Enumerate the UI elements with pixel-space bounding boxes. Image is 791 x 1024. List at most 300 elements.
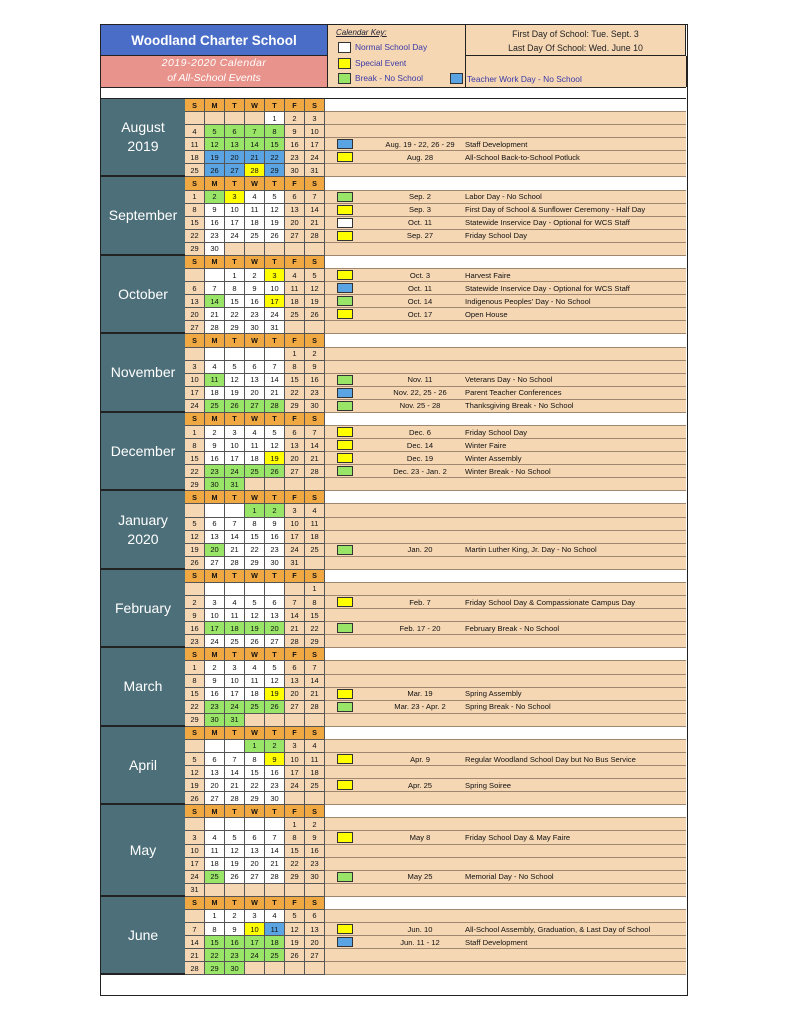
- day-cell: 6: [285, 191, 305, 204]
- calendar-subtitle: [101, 56, 328, 87]
- event-row: [325, 374, 686, 387]
- day-cell: 25: [205, 871, 225, 884]
- day-cell: 5: [185, 518, 205, 531]
- day-cell: 1: [285, 818, 305, 831]
- event-type-swatch: [337, 453, 353, 463]
- week-row: [185, 779, 325, 792]
- week-row: [185, 230, 325, 243]
- day-cell: 14: [305, 675, 325, 688]
- calendar-subtitle-line: of All-School Events: [167, 72, 261, 84]
- weekday-header: T: [225, 570, 245, 583]
- weekday-header: F: [285, 727, 305, 740]
- day-cell: 10: [305, 125, 325, 138]
- event-type-swatch: [337, 832, 353, 842]
- day-cell: 12: [225, 374, 245, 387]
- weekday-header: S: [185, 805, 205, 818]
- key-title: Calendar Key:: [336, 28, 387, 37]
- day-cell: 17: [305, 138, 325, 151]
- weekday-header: F: [285, 177, 305, 190]
- weekday-header: S: [185, 256, 205, 269]
- day-cell: 5: [265, 661, 285, 674]
- weekday-header: S: [305, 897, 325, 910]
- day-cell: 5: [265, 426, 285, 439]
- day-cell: 25: [305, 779, 325, 792]
- event-type-swatch: [337, 283, 353, 293]
- week-row: [185, 753, 325, 766]
- event-row: [325, 818, 686, 831]
- month-block: [101, 570, 686, 648]
- day-cell: 14: [285, 609, 305, 622]
- day-cell: 18: [305, 531, 325, 544]
- event-row: [325, 138, 686, 151]
- day-cell: 2: [265, 740, 285, 753]
- event-header-row: [325, 727, 686, 740]
- week-row: [185, 701, 325, 714]
- week-row: [185, 871, 325, 884]
- day-cell: 4: [305, 504, 325, 517]
- week-row: [185, 138, 325, 151]
- event-date: Mar. 23 - Apr. 2: [394, 702, 446, 712]
- day-cell: [185, 269, 205, 282]
- event-date: Apr. 25: [407, 780, 433, 790]
- weekday-header: S: [185, 491, 205, 504]
- key-special-swatch: [338, 58, 351, 69]
- school-dates: [466, 25, 686, 56]
- day-cell: 3: [205, 596, 225, 609]
- week-row: [185, 164, 325, 177]
- week-row: [185, 544, 325, 557]
- day-cell: 17: [225, 688, 245, 701]
- day-cell: [245, 714, 265, 727]
- month-events: [325, 727, 686, 805]
- day-cell: 16: [205, 452, 225, 465]
- day-cell: 31: [305, 164, 325, 177]
- event-row: [325, 766, 686, 779]
- day-cell: 14: [185, 936, 205, 949]
- weekday-header: S: [185, 648, 205, 661]
- day-cell: 19: [265, 217, 285, 230]
- day-cell: 23: [285, 151, 305, 164]
- day-cell: 29: [265, 164, 285, 177]
- day-cell: 15: [185, 217, 205, 230]
- day-cell: 6: [205, 753, 225, 766]
- day-cell: 28: [245, 164, 265, 177]
- weekday-header: W: [245, 99, 265, 112]
- day-cell: 30: [265, 792, 285, 805]
- day-cell: 17: [225, 217, 245, 230]
- day-cell: [305, 557, 325, 570]
- weekday-header: T: [225, 334, 245, 347]
- week-row: [185, 936, 325, 949]
- day-cell: 24: [225, 230, 245, 243]
- day-cell: 1: [185, 191, 205, 204]
- day-cell: 28: [305, 701, 325, 714]
- day-cell: 13: [285, 439, 305, 452]
- week-row: [185, 675, 325, 688]
- weekday-header: T: [265, 334, 285, 347]
- week-row: [185, 217, 325, 230]
- weekday-header: W: [245, 334, 265, 347]
- event-row: [325, 321, 686, 334]
- event-date: Aug. 19 - 22, 26 - 29: [385, 139, 455, 149]
- day-cell: [205, 348, 225, 361]
- day-cell: 13: [245, 845, 265, 858]
- event-date: Dec. 6: [409, 427, 431, 437]
- event-type-swatch: [337, 296, 353, 306]
- day-cell: 24: [205, 635, 225, 648]
- day-cell: 3: [225, 426, 245, 439]
- event-date: Mar. 19: [407, 689, 433, 699]
- event-row: [325, 151, 686, 164]
- day-cell: 29: [185, 478, 205, 491]
- day-cell: 20: [285, 217, 305, 230]
- weekday-header: T: [265, 177, 285, 190]
- day-cell: [225, 504, 245, 517]
- day-cell: 9: [305, 361, 325, 374]
- day-cell: 17: [285, 531, 305, 544]
- month-events: [325, 177, 686, 255]
- event-description: Martin Luther King, Jr. Day - No School: [465, 545, 597, 555]
- day-cell: 2: [245, 269, 265, 282]
- day-cell: 20: [245, 387, 265, 400]
- week-row: [185, 400, 325, 413]
- month-block: [101, 413, 686, 491]
- day-cell: [305, 792, 325, 805]
- day-cell: 13: [225, 138, 245, 151]
- day-cell: 5: [225, 361, 245, 374]
- day-cell: 7: [305, 661, 325, 674]
- event-description: Labor Day - No School: [465, 192, 542, 202]
- day-cell: 4: [265, 910, 285, 923]
- week-row: [185, 609, 325, 622]
- event-row: [325, 465, 686, 478]
- day-cell: 2: [185, 596, 205, 609]
- day-cell: [185, 583, 205, 596]
- event-date: Apr. 9: [410, 754, 430, 764]
- event-date: Jun. 10: [407, 924, 433, 934]
- weekday-header: F: [285, 334, 305, 347]
- event-row: [325, 831, 686, 844]
- event-date: Jun. 11 - 12: [400, 937, 440, 947]
- key-break-swatch: [338, 73, 351, 84]
- day-cell: 15: [285, 374, 305, 387]
- day-cell: 26: [225, 400, 245, 413]
- event-date: Feb. 7: [409, 597, 431, 607]
- key-special-label: Special Event: [355, 58, 407, 68]
- event-description: Parent Teacher Conferences: [465, 388, 562, 398]
- key-special: [338, 57, 406, 69]
- day-cell: 11: [185, 138, 205, 151]
- event-row: [325, 230, 686, 243]
- day-cell: 25: [265, 949, 285, 962]
- event-type-swatch: [337, 872, 353, 882]
- day-cell: [245, 962, 265, 975]
- day-cell: [225, 740, 245, 753]
- day-cell: 19: [245, 622, 265, 635]
- day-cell: 30: [205, 714, 225, 727]
- key-break-label: Break - No School: [355, 73, 423, 83]
- day-cell: [245, 884, 265, 897]
- event-row: [325, 583, 686, 596]
- day-cell: 20: [285, 452, 305, 465]
- day-cell: 2: [205, 661, 225, 674]
- event-type-swatch: [337, 780, 353, 790]
- event-row: [325, 531, 686, 544]
- event-row: [325, 688, 686, 701]
- day-cell: 27: [225, 164, 245, 177]
- day-cell: 4: [205, 831, 225, 844]
- day-cell: 29: [185, 714, 205, 727]
- calendar-key: [328, 25, 466, 87]
- week-row: [185, 858, 325, 871]
- day-cell: 16: [245, 295, 265, 308]
- event-row: [325, 308, 686, 321]
- day-cell: 5: [245, 596, 265, 609]
- calendar-sheet: [100, 24, 688, 996]
- day-cell: 4: [245, 191, 265, 204]
- day-cell: 31: [285, 557, 305, 570]
- event-header-row: [325, 177, 686, 190]
- day-cell: 12: [185, 531, 205, 544]
- weekday-header: T: [265, 99, 285, 112]
- event-row: [325, 504, 686, 517]
- day-cell: 2: [285, 112, 305, 125]
- day-cell: 7: [225, 753, 245, 766]
- day-cell: 26: [245, 635, 265, 648]
- day-cell: [265, 884, 285, 897]
- day-cell: 26: [225, 871, 245, 884]
- week-row: [185, 962, 325, 975]
- day-cell: 3: [285, 504, 305, 517]
- day-cell: 29: [285, 400, 305, 413]
- event-description: Veterans Day - No School: [465, 375, 553, 385]
- day-cell: [265, 243, 285, 256]
- day-cell: [285, 478, 305, 491]
- day-cell: 26: [185, 792, 205, 805]
- day-cell: [185, 818, 205, 831]
- weekday-header-row: [185, 177, 325, 190]
- day-cell: 24: [285, 779, 305, 792]
- day-cell: [305, 321, 325, 334]
- event-type-swatch: [337, 440, 353, 450]
- day-cell: [285, 962, 305, 975]
- day-cell: 8: [305, 596, 325, 609]
- day-cell: 23: [205, 230, 225, 243]
- event-date: Oct. 17: [407, 309, 433, 319]
- day-cell: 25: [305, 544, 325, 557]
- weekday-header: S: [305, 491, 325, 504]
- day-cell: 20: [265, 622, 285, 635]
- day-cell: 18: [205, 858, 225, 871]
- last-day-text: Last Day Of School: Wed. June 10: [508, 43, 643, 53]
- day-cell: 30: [225, 962, 245, 975]
- event-header-row: [325, 648, 686, 661]
- day-cell: 1: [205, 910, 225, 923]
- event-date: Dec. 23 - Jan. 2: [393, 466, 447, 476]
- day-cell: 16: [305, 845, 325, 858]
- day-cell: 12: [205, 138, 225, 151]
- key-normal-swatch: [338, 42, 351, 53]
- weekday-header-row: [185, 570, 325, 583]
- event-date: Dec. 14: [406, 440, 434, 450]
- day-cell: 24: [305, 151, 325, 164]
- day-cell: 1: [265, 112, 285, 125]
- event-row: [325, 361, 686, 374]
- day-cell: 26: [265, 230, 285, 243]
- day-cell: 5: [265, 191, 285, 204]
- weekday-header: T: [265, 413, 285, 426]
- week-row: [185, 766, 325, 779]
- day-cell: [225, 348, 245, 361]
- day-cell: 21: [225, 779, 245, 792]
- day-cell: 11: [305, 518, 325, 531]
- event-row: [325, 910, 686, 923]
- event-description: Statewide Inservice Day - Optional for WCS Staff: [465, 283, 630, 293]
- day-cell: 29: [245, 792, 265, 805]
- event-type-swatch: [337, 924, 353, 934]
- day-cell: 15: [265, 138, 285, 151]
- day-cell: 1: [245, 740, 265, 753]
- event-row: [325, 714, 686, 727]
- weekday-header: T: [265, 805, 285, 818]
- day-cell: 22: [245, 779, 265, 792]
- day-cell: 6: [245, 831, 265, 844]
- day-cell: 13: [285, 675, 305, 688]
- event-description: Statewide Inservice Day - Optional for WCS Staff: [465, 218, 630, 228]
- calendar-year: 2019-2020 Calendar: [161, 57, 267, 69]
- event-row: [325, 400, 686, 413]
- day-cell: [225, 884, 245, 897]
- day-cell: 20: [185, 308, 205, 321]
- event-description: Regular Woodland School Day but No Bus Service: [465, 754, 636, 764]
- week-row: [185, 151, 325, 164]
- day-cell: 8: [245, 518, 265, 531]
- day-cell: 8: [225, 282, 245, 295]
- weekday-header: S: [185, 99, 205, 112]
- weekday-header: S: [185, 897, 205, 910]
- event-description: Winter Assembly: [465, 453, 522, 463]
- day-cell: 7: [305, 426, 325, 439]
- day-cell: 10: [245, 923, 265, 936]
- weekday-header-row: [185, 648, 325, 661]
- day-cell: 3: [225, 661, 245, 674]
- week-row: [185, 308, 325, 321]
- week-row: [185, 269, 325, 282]
- week-row: [185, 596, 325, 609]
- day-cell: [245, 112, 265, 125]
- event-row: [325, 269, 686, 282]
- day-cell: 28: [265, 871, 285, 884]
- day-cell: 14: [205, 295, 225, 308]
- week-row: [185, 426, 325, 439]
- week-row: [185, 792, 325, 805]
- day-cell: 26: [205, 164, 225, 177]
- event-date: Oct. 3: [409, 270, 431, 280]
- day-cell: 20: [225, 151, 245, 164]
- event-type-swatch: [337, 231, 353, 241]
- day-cell: [305, 714, 325, 727]
- day-cell: 22: [185, 230, 205, 243]
- day-cell: 8: [265, 125, 285, 138]
- day-cell: 2: [305, 818, 325, 831]
- week-row: [185, 191, 325, 204]
- event-date: Sep. 2: [409, 192, 431, 202]
- day-cell: [285, 714, 305, 727]
- day-cell: 8: [185, 204, 205, 217]
- event-type-swatch: [337, 192, 353, 202]
- day-cell: 28: [185, 962, 205, 975]
- event-date: Aug. 28: [406, 152, 434, 162]
- event-row: [325, 792, 686, 805]
- day-cell: 7: [265, 361, 285, 374]
- day-cell: 15: [225, 295, 245, 308]
- weekday-header: S: [185, 570, 205, 583]
- day-cell: 10: [285, 753, 305, 766]
- day-cell: 6: [285, 661, 305, 674]
- day-cell: [245, 348, 265, 361]
- day-cell: 12: [265, 675, 285, 688]
- week-row: [185, 622, 325, 635]
- day-cell: [265, 348, 285, 361]
- day-cell: 26: [185, 557, 205, 570]
- event-date: Feb. 17 - 20: [399, 623, 441, 633]
- day-cell: 25: [185, 164, 205, 177]
- day-cell: 1: [285, 348, 305, 361]
- day-cell: 11: [245, 675, 265, 688]
- day-cell: 17: [245, 936, 265, 949]
- day-cell: 12: [305, 282, 325, 295]
- event-row: [325, 112, 686, 125]
- day-cell: 3: [185, 361, 205, 374]
- weekday-header: T: [225, 177, 245, 190]
- day-cell: 24: [185, 400, 205, 413]
- weekday-header: T: [225, 727, 245, 740]
- weekday-header: T: [225, 897, 245, 910]
- day-cell: 9: [205, 204, 225, 217]
- day-cell: 14: [265, 374, 285, 387]
- day-cell: 19: [205, 151, 225, 164]
- day-cell: 6: [285, 426, 305, 439]
- day-cell: 7: [225, 518, 245, 531]
- event-date: Dec. 19: [406, 453, 434, 463]
- event-row: [325, 518, 686, 531]
- day-cell: 9: [265, 518, 285, 531]
- event-row: [325, 478, 686, 491]
- weekday-header: F: [285, 805, 305, 818]
- event-type-swatch: [337, 152, 353, 162]
- week-row: [185, 504, 325, 517]
- day-cell: 15: [185, 688, 205, 701]
- day-cell: 23: [305, 858, 325, 871]
- day-cell: 10: [205, 609, 225, 622]
- event-row: [325, 962, 686, 975]
- day-cell: 28: [305, 465, 325, 478]
- event-description: Thanksgiving Break - No School: [465, 401, 574, 411]
- day-cell: 22: [205, 949, 225, 962]
- day-cell: 14: [305, 204, 325, 217]
- day-cell: [205, 112, 225, 125]
- event-description: Winter Break - No School: [465, 466, 551, 476]
- weekday-header-row: [185, 727, 325, 740]
- event-row: [325, 544, 686, 557]
- weekday-header: M: [205, 727, 225, 740]
- event-type-swatch: [337, 623, 353, 633]
- day-cell: 30: [305, 871, 325, 884]
- day-cell: 12: [225, 845, 245, 858]
- day-cell: 14: [265, 845, 285, 858]
- event-type-swatch: [337, 427, 353, 437]
- day-cell: 7: [265, 831, 285, 844]
